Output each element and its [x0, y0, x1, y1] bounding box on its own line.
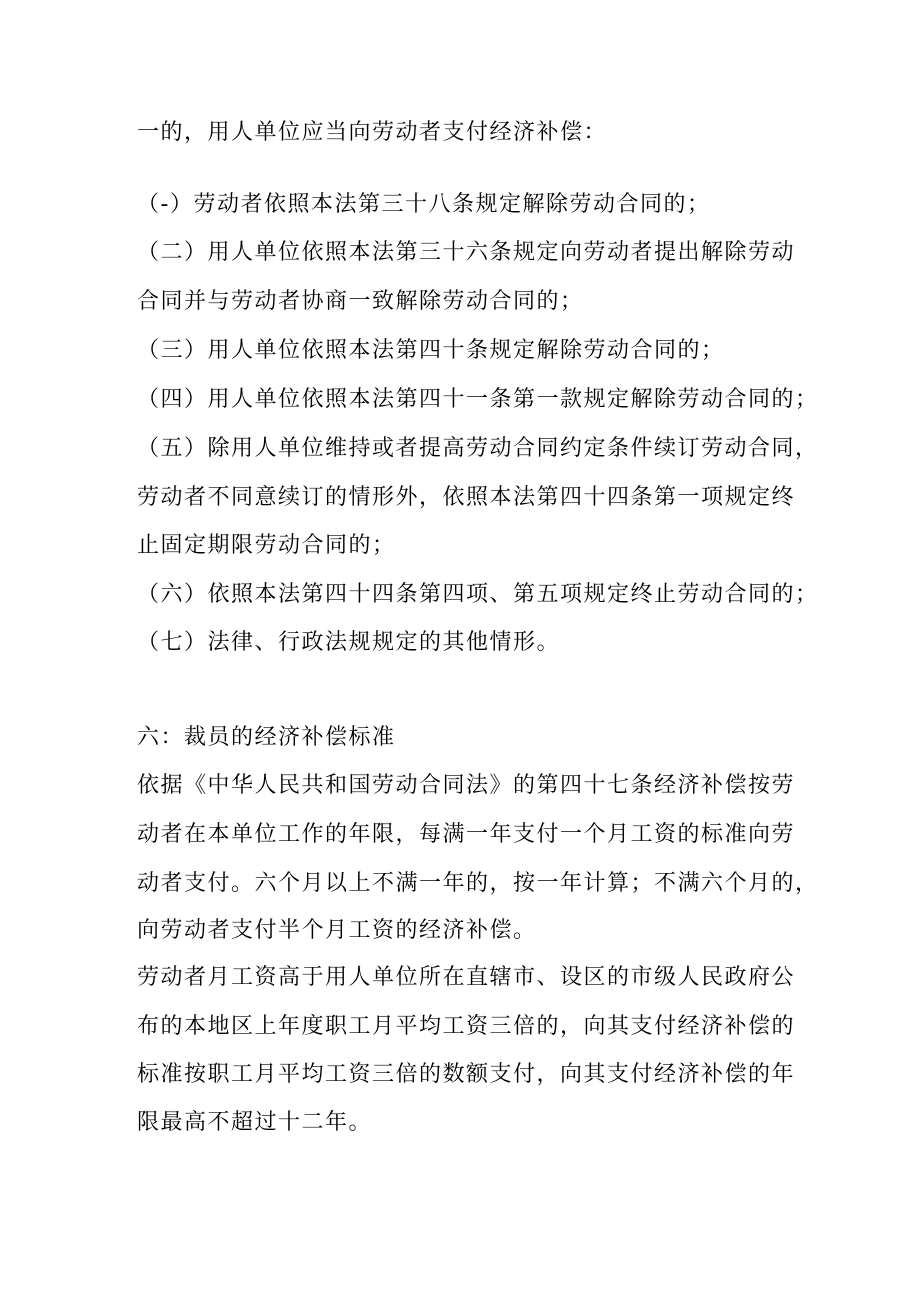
- intro-line: 一的，用人单位应当向劳动者支付经济补偿：: [137, 120, 608, 145]
- list-item-3: （三）用人单位依照本法第四十条规定解除劳动合同的；: [137, 338, 725, 363]
- section-heading: 六：裁员的经济补偿标准: [137, 725, 396, 750]
- list-item-5-line-3: 止固定期限劳动合同的；: [137, 533, 396, 558]
- list-item-4: （四）用人单位依照本法第四十一条第一款规定解除劳动合同的；: [137, 387, 819, 412]
- list-item-5-line-1: （五）除用人单位维持或者提高劳动合同约定条件续订劳动合同，: [137, 436, 819, 461]
- list-item-2-line-1: （二）用人单位依照本法第三十六条规定向劳动者提出解除劳动: [137, 240, 796, 265]
- paragraph-1-line-4: 向劳动者支付半个月工资的经济补偿。: [137, 918, 537, 943]
- list-item-5-line-2: 劳动者不同意续订的情形外，依照本法第四十四条第一项规定终: [137, 485, 796, 510]
- list-item-1: （-）劳动者依照本法第三十八条规定解除劳动合同的；: [137, 192, 711, 217]
- paragraph-1-line-1: 依据《中华人民共和国劳动合同法》的第四十七条经济补偿按劳: [137, 773, 796, 798]
- paragraph-2-line-3: 标准按职工月平均工资三倍的数额支付，向其支付经济补偿的年: [137, 1062, 796, 1087]
- paragraph-1-line-3: 动者支付。六个月以上不满一年的，按一年计算；不满六个月的，: [137, 871, 819, 896]
- list-item-2-line-2: 合同并与劳动者协商一致解除劳动合同的；: [137, 289, 584, 314]
- paragraph-2-line-1: 劳动者月工资高于用人单位所在直辖市、设区的市级人民政府公: [137, 965, 796, 990]
- paragraph-1-line-2: 动者在本单位工作的年限，每满一年支付一个月工资的标准向劳: [137, 822, 796, 847]
- list-item-6: （六）依照本法第四十四条第四项、第五项规定终止劳动合同的；: [137, 582, 819, 607]
- paragraph-2-line-4: 限最高不超过十二年。: [137, 1110, 373, 1135]
- list-item-7: （七）法律、行政法规规定的其他情形。: [137, 630, 561, 655]
- paragraph-2-line-2: 布的本地区上年度职工月平均工资三倍的，向其支付经济补偿的: [137, 1014, 796, 1039]
